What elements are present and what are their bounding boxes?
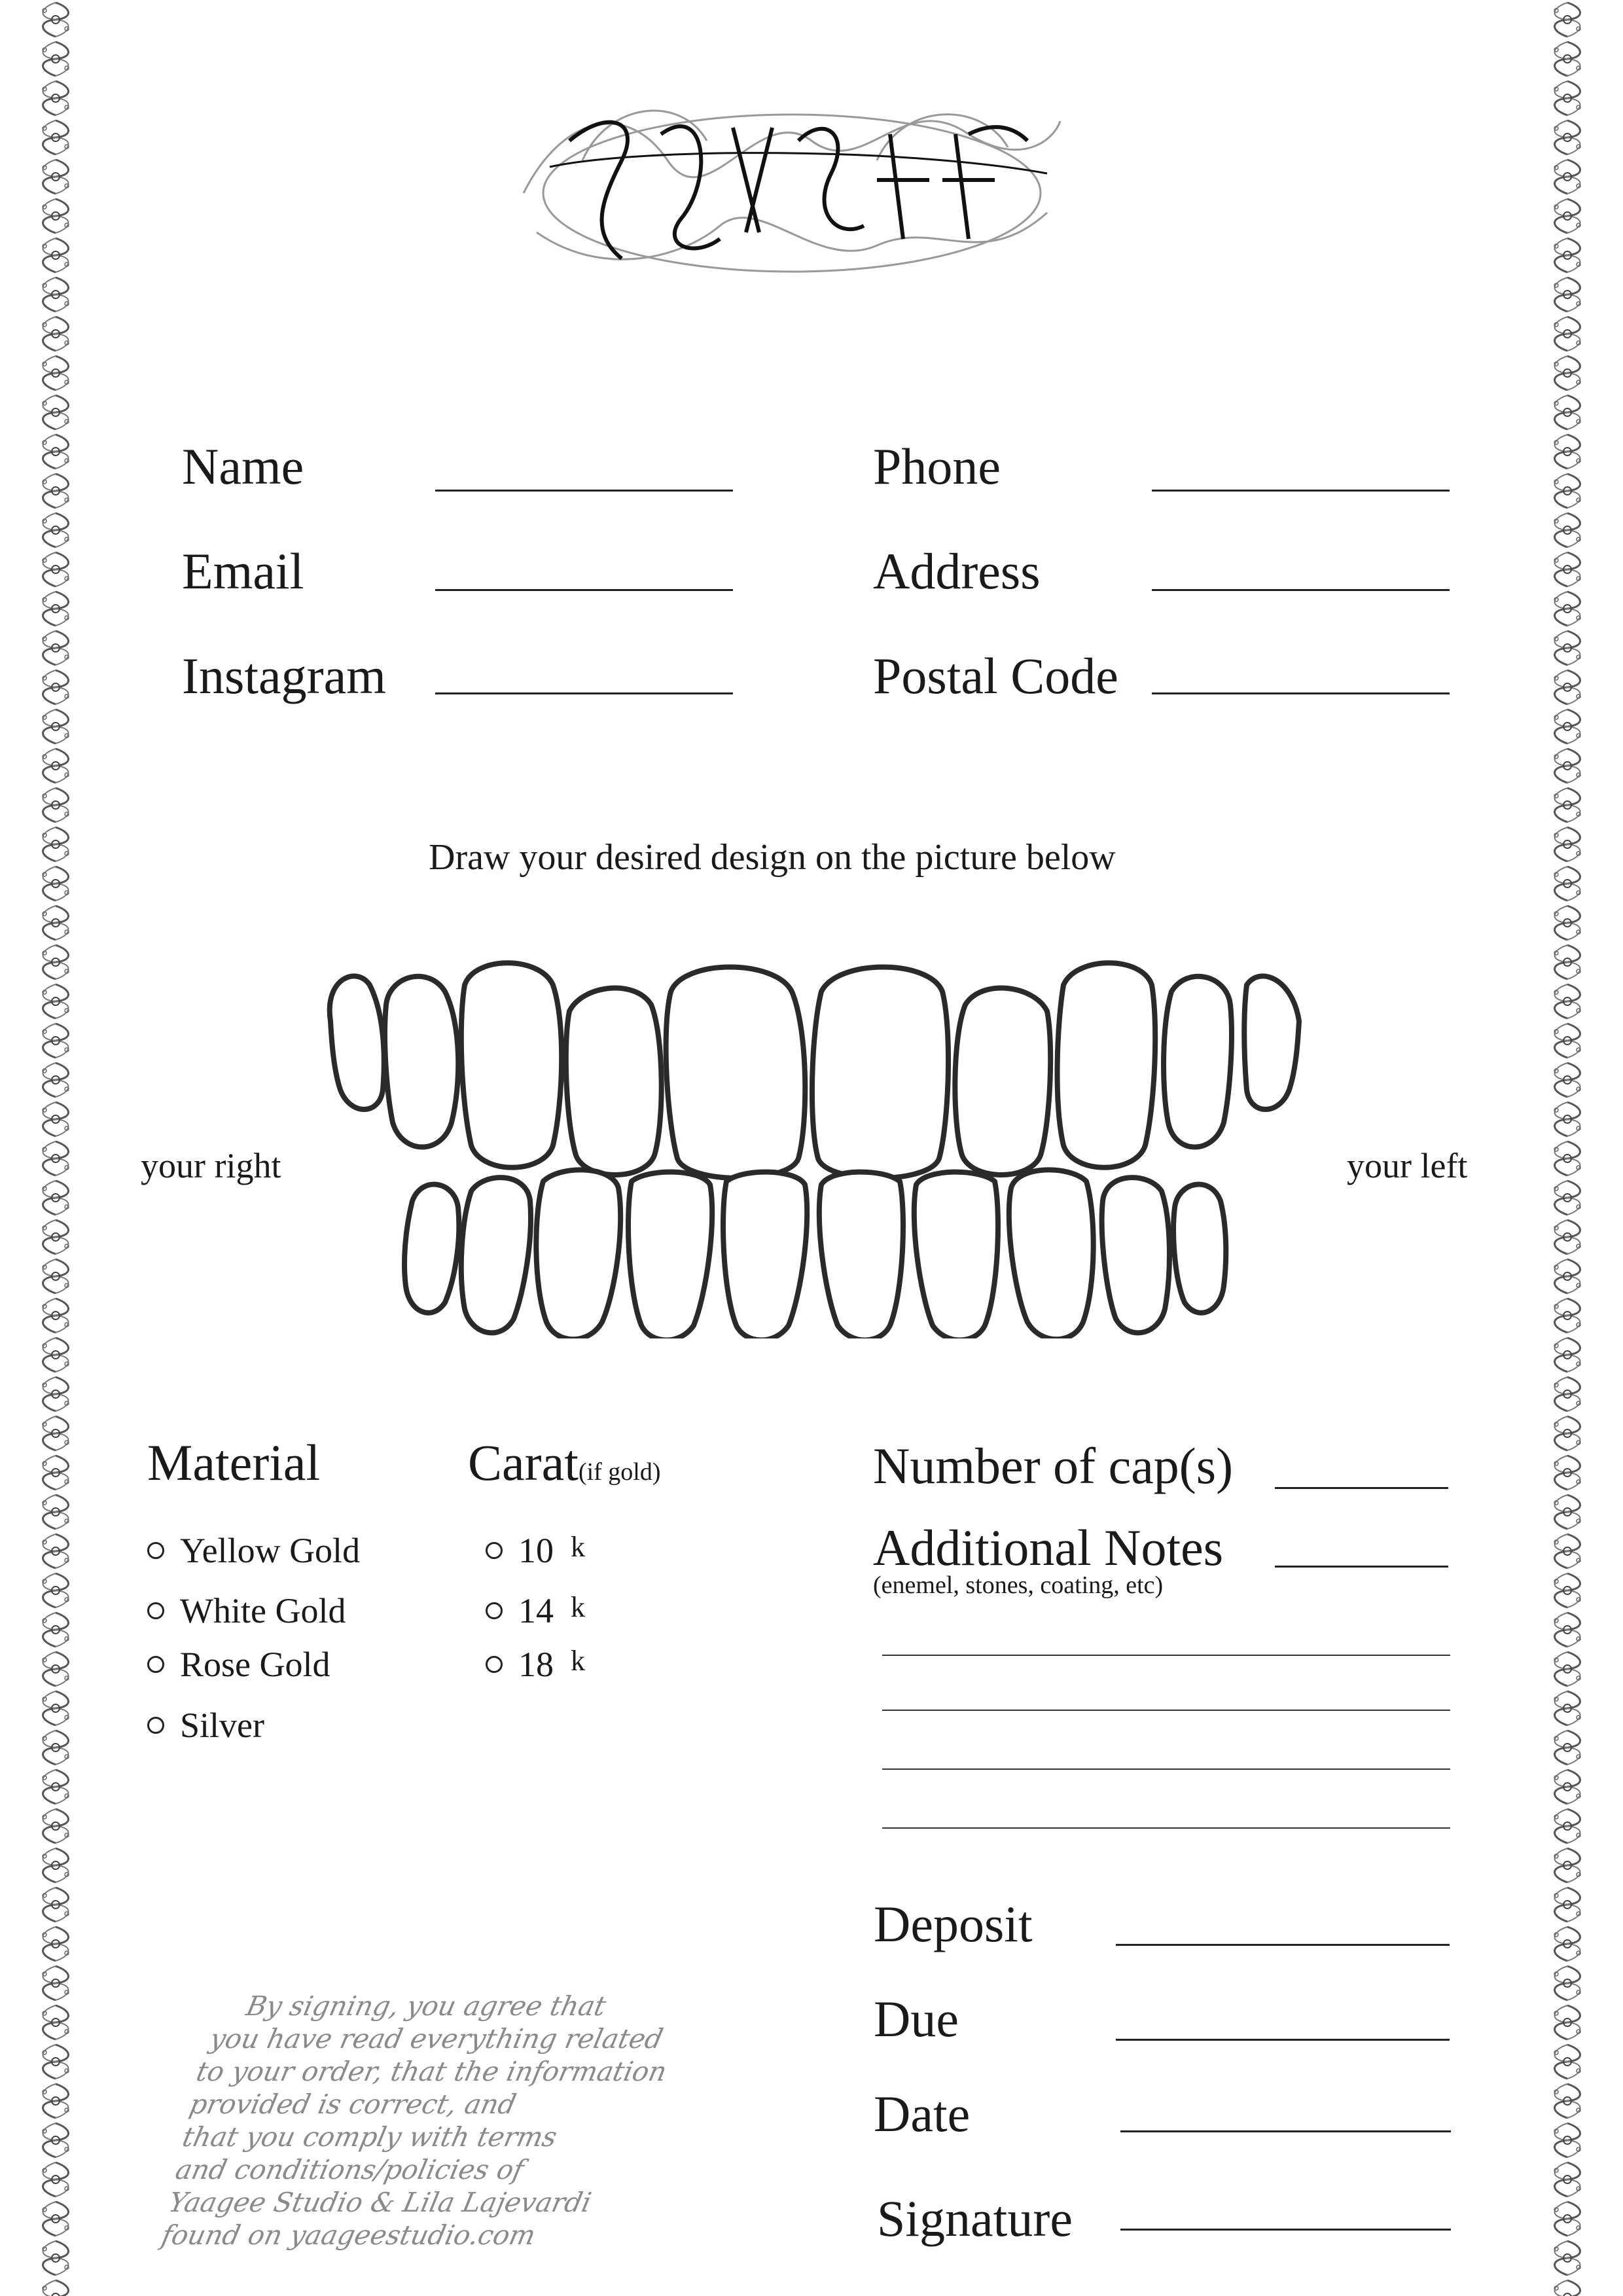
upper-tooth	[666, 967, 806, 1179]
disclaimer-line: to your order, that the information	[193, 2056, 670, 2087]
lower-tooth	[1102, 1177, 1169, 1333]
material-option-yellow-gold[interactable]: Yellow Gold	[147, 1530, 360, 1571]
your-right-label: your right	[141, 1146, 281, 1185]
phone-field[interactable]	[1152, 490, 1450, 492]
instagram-label: Instagram	[182, 647, 386, 704]
notes-hint: (enemel, stones, coating, etc)	[873, 1571, 1164, 1599]
upper-tooth	[461, 963, 562, 1168]
radio-button[interactable]	[147, 1602, 164, 1619]
upper-tooth	[955, 988, 1050, 1175]
notes-short-field[interactable]	[1275, 1566, 1448, 1568]
upper-tooth	[1164, 977, 1232, 1147]
radio-button[interactable]	[486, 1656, 503, 1673]
design-instruction: Draw your desired design on the picture below	[429, 837, 1116, 878]
name-label: Name	[182, 438, 304, 495]
your-left-label: your left	[1347, 1146, 1468, 1185]
disclaimer-line: and conditions/policies of	[172, 2154, 527, 2185]
brand-logo	[510, 62, 1073, 298]
carat-option-14[interactable]: 14 k	[486, 1590, 585, 1631]
phone-label: Phone	[873, 438, 1001, 495]
signature-label: Signature	[877, 2190, 1073, 2247]
postal-code-field[interactable]	[1152, 692, 1450, 694]
date-field[interactable]	[1120, 2130, 1451, 2132]
lower-tooth	[1009, 1170, 1094, 1338]
lower-tooth	[914, 1172, 998, 1338]
caps-field[interactable]	[1275, 1487, 1448, 1489]
signing-disclaimer	[158, 1990, 711, 2251]
disclaimer-line: Yaagee Studio & Lila Lajevardi	[166, 2187, 594, 2218]
notes-line[interactable]	[882, 1710, 1450, 1711]
material-option-white-gold[interactable]: White Gold	[147, 1590, 346, 1631]
name-field[interactable]	[435, 490, 733, 492]
lower-tooth	[536, 1170, 620, 1338]
material-heading: Material	[147, 1434, 321, 1491]
disclaimer-line: provided is correct, and	[187, 2089, 519, 2120]
lower-tooth	[628, 1172, 712, 1338]
upper-tooth	[566, 988, 662, 1175]
carat-note: (if gold)	[578, 1458, 661, 1486]
disclaimer-line: you have read everything related	[207, 2023, 666, 2054]
upper-tooth	[385, 977, 458, 1147]
date-label: Date	[874, 2085, 971, 2142]
email-field[interactable]	[435, 589, 733, 591]
due-label: Due	[874, 1990, 959, 2047]
notes-line[interactable]	[882, 1827, 1450, 1829]
notes-line[interactable]	[882, 1768, 1450, 1770]
upper-tooth	[812, 967, 948, 1179]
deposit-field[interactable]	[1116, 1944, 1450, 1946]
carat-option-18[interactable]: 18 k	[486, 1644, 585, 1685]
instagram-field[interactable]	[435, 692, 733, 694]
upper-tooth	[1058, 963, 1156, 1168]
upper-tooth	[1244, 976, 1299, 1109]
email-label: Email	[182, 543, 304, 600]
carat-option-10[interactable]: 10 k	[486, 1530, 585, 1571]
lower-tooth	[819, 1172, 903, 1338]
lower-tooth	[461, 1177, 531, 1333]
postal-code-label: Postal Code	[873, 647, 1118, 704]
radio-button[interactable]	[486, 1542, 503, 1559]
due-field[interactable]	[1116, 2039, 1450, 2041]
deposit-label: Deposit	[874, 1895, 1033, 1952]
lower-tooth	[1173, 1185, 1226, 1313]
radio-button[interactable]	[486, 1602, 503, 1619]
radio-button[interactable]	[147, 1717, 164, 1734]
disclaimer-line: that you comply with terms	[179, 2121, 560, 2153]
caps-label: Number of cap(s)	[873, 1437, 1234, 1494]
right-decorative-border	[1544, 0, 1590, 2296]
left-decorative-border	[33, 0, 79, 2296]
disclaimer-line: By signing, you agree that	[243, 1990, 609, 2022]
carat-heading: Carat(if gold)	[468, 1434, 661, 1491]
radio-button[interactable]	[147, 1542, 164, 1559]
material-option-silver[interactable]: Silver	[147, 1705, 264, 1746]
material-option-rose-gold[interactable]: Rose Gold	[147, 1644, 330, 1685]
radio-button[interactable]	[147, 1656, 164, 1673]
notes-label: Additional Notes	[873, 1519, 1224, 1576]
lower-tooth	[723, 1172, 807, 1338]
address-label: Address	[873, 543, 1041, 600]
signature-field[interactable]	[1120, 2229, 1451, 2231]
address-field[interactable]	[1152, 589, 1450, 591]
lower-tooth	[404, 1185, 459, 1313]
notes-line[interactable]	[882, 1655, 1450, 1656]
disclaimer-line: found on yaageestudio.com	[158, 2219, 539, 2251]
upper-tooth	[330, 976, 384, 1109]
teeth-drawing-canvas[interactable]	[324, 959, 1306, 1338]
